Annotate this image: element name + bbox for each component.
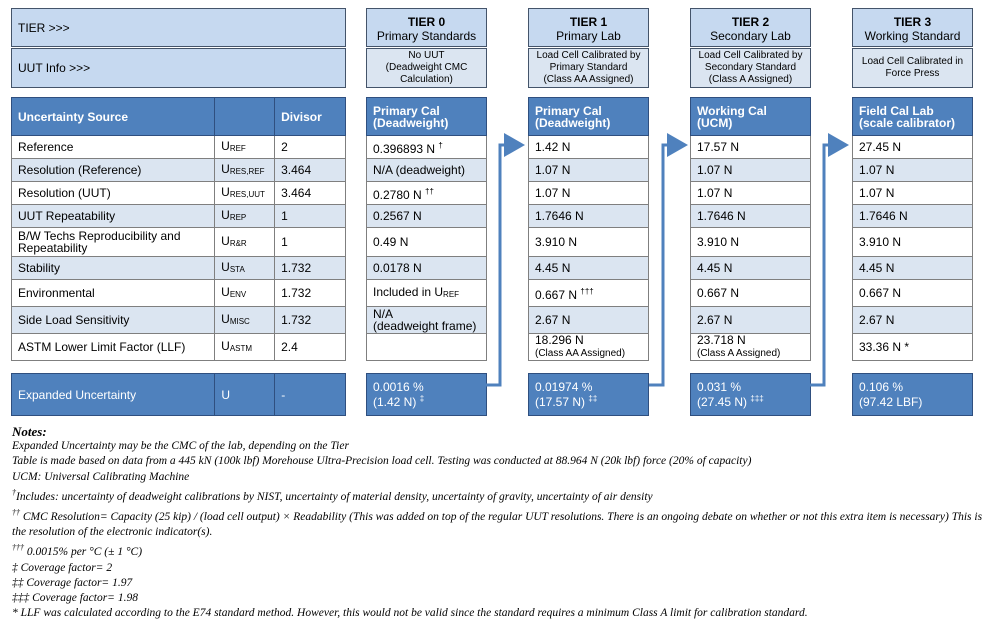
- symbol-u: U: [221, 259, 230, 274]
- expanded-footnote: ‡‡‡: [750, 394, 764, 403]
- symbol-u: U: [221, 233, 230, 248]
- symbol-subscript: ENV: [229, 289, 247, 299]
- expanded-newton: (1.42 N): [373, 395, 417, 409]
- value-text: 0.2780 N: [373, 187, 422, 202]
- symbol-subscript: R&R: [229, 238, 247, 248]
- source-divisor: 3.464: [275, 182, 346, 205]
- note-text: * LLF was calculated according to the E74 standard method. However, this would not be valid since the standard requires a minimum Class A limit for calibration standard.: [12, 607, 808, 620]
- head-line: (Deadweight): [535, 115, 611, 130]
- note-text: Table is made based on data from a 445 kN (100k lbf) Morehouse Ultra-Precision load cell. Testing was conducted at 88.964 N (20k lbf) force (20% of capacity): [12, 455, 752, 468]
- note-line: [12, 591, 992, 606]
- value-text: 3.910 N: [535, 235, 578, 249]
- note-text: Includes: uncertainty of deadweight calibrations by NIST, uncertainty of material density, uncertainty of gravity, uncertainty of air density: [16, 490, 653, 503]
- source-name: Resolution (Reference): [12, 159, 215, 182]
- value-text-2: (Class A Assigned): [697, 348, 781, 359]
- source-divisor: 3.464: [275, 159, 346, 182]
- source-divisor: 1.732: [275, 280, 346, 307]
- expanded-newton: (27.45 N): [697, 395, 748, 409]
- value-text-2: (Class AA Assigned): [535, 348, 626, 359]
- value-footnote: ††: [425, 186, 434, 196]
- value-text: 3.910 N: [859, 235, 902, 249]
- tier-name: TIER 3: [893, 15, 932, 29]
- expanded-uncertainty-label: Expanded Uncertainty: [12, 374, 215, 416]
- uut-line: No UUT: [408, 50, 445, 61]
- symbol-subscript: MISC: [229, 316, 250, 326]
- note-line: [12, 439, 992, 454]
- value-footnote: †: [438, 140, 443, 150]
- source-name: Environmental: [12, 280, 215, 307]
- head-line: Primary Cal: [373, 103, 440, 118]
- value-text: 0.667 N: [535, 287, 578, 302]
- value-text: 1.7646 N: [859, 209, 908, 223]
- note-text: ‡‡ Coverage factor= 1.97: [12, 576, 133, 589]
- uut-line: Calculation): [400, 74, 453, 85]
- symbol-u: U: [221, 284, 230, 299]
- tier-desc: Primary Standards: [376, 29, 477, 43]
- head-line: Primary Cal: [535, 103, 602, 118]
- value-text: N/A: [373, 307, 394, 321]
- value-text: 1.07 N: [697, 163, 733, 177]
- value-text: 0.667 N: [697, 286, 740, 300]
- source-name: B/W Techs Reproducibility and Repeatability: [12, 228, 215, 257]
- value-text: 23.718 N: [697, 333, 746, 347]
- value-text: 18.296 N: [535, 333, 584, 347]
- tier-label: TIER >>>: [11, 8, 346, 47]
- symbol-subscript: REF: [229, 143, 246, 153]
- expanded-uncertainty-symbol: U: [215, 374, 275, 416]
- note-line: [12, 540, 992, 560]
- value-text: 1.07 N: [859, 186, 895, 200]
- header-uncertainty-source: Uncertainty Source: [12, 98, 215, 136]
- note-line: [12, 561, 992, 576]
- note-text: Expanded Uncertainty may be the CMC of the lab, depending on the Tier: [12, 440, 349, 453]
- note-text: ‡‡‡ Coverage factor= 1.98: [12, 592, 138, 605]
- value-text: 4.45 N: [859, 261, 895, 275]
- symbol-u: U: [221, 184, 230, 199]
- value-text: 4.45 N: [535, 261, 571, 275]
- symbol-u: U: [221, 161, 230, 176]
- value-text-2: (deadweight frame): [373, 319, 477, 333]
- expanded-uncertainty-divisor: -: [275, 374, 346, 416]
- note-line: [12, 505, 992, 540]
- uut-line: Secondary Standard: [704, 62, 797, 73]
- source-divisor: 2: [275, 136, 346, 159]
- symbol-subscript: RES,REF: [229, 166, 265, 176]
- value-text: 4.45 N: [697, 261, 733, 275]
- tier-name: TIER 1: [569, 15, 608, 29]
- source-name: Side Load Sensitivity: [12, 307, 215, 334]
- note-text: UCM: Universal Calibrating Machine: [12, 470, 190, 483]
- note-line: [12, 606, 992, 621]
- head-line: (UCM): [697, 115, 733, 130]
- symbol-u: U: [221, 311, 230, 326]
- expanded-footnote: ‡: [419, 394, 425, 403]
- note-line: [12, 454, 992, 469]
- value-text: 1.42 N: [535, 140, 571, 154]
- notes: [12, 424, 992, 621]
- uut-info-label: UUT Info >>>: [11, 48, 346, 88]
- value-text: 3.910 N: [697, 235, 740, 249]
- value-text: 27.45 N: [859, 140, 902, 154]
- source-divisor: 1: [275, 205, 346, 228]
- source-name: Stability: [12, 257, 215, 280]
- head-line: (scale calibrator): [859, 115, 956, 130]
- tier-name: TIER 0: [407, 15, 446, 29]
- source-name: Reference: [12, 136, 215, 159]
- note-footnote-mark: ††: [12, 508, 20, 518]
- value-text: 2.67 N: [697, 313, 733, 327]
- note-line: [12, 485, 992, 505]
- uut-line: Primary Standard: [549, 62, 628, 73]
- value-text: 1.07 N: [535, 163, 571, 177]
- source-divisor: 1.732: [275, 257, 346, 280]
- note-text: ‡ Coverage factor= 2: [12, 561, 113, 574]
- value-text: 0.0178 N: [373, 261, 422, 275]
- notes-title: Notes:: [12, 424, 47, 439]
- tier-name: TIER 2: [731, 15, 770, 29]
- uut-line: Force Press: [885, 68, 940, 79]
- header-divisor: Divisor: [275, 98, 346, 136]
- value-text: 0.667 N: [859, 286, 902, 300]
- symbol-subscript: STA: [229, 264, 245, 274]
- source-divisor: 2.4: [275, 334, 346, 361]
- expanded-percent: 0.031 %: [697, 380, 742, 394]
- expanded-percent: 0.0016 %: [373, 380, 424, 394]
- note-text: 0.0015% per °C (± 1 °C): [24, 546, 143, 559]
- value-text: 17.57 N: [697, 140, 740, 154]
- uut-line: Load Cell Calibrated by: [698, 50, 803, 61]
- expanded-newton: (17.57 N): [535, 395, 586, 409]
- arrow-tier0-to-tier1: [486, 145, 522, 385]
- source-divisor: 1.732: [275, 307, 346, 334]
- value-text: 2.67 N: [535, 313, 571, 327]
- tier-desc: Working Standard: [864, 29, 961, 43]
- source-name: Resolution (UUT): [12, 182, 215, 205]
- symbol-subscript: RES,UUT: [229, 189, 265, 199]
- value-text: N/A (deadweight): [373, 163, 466, 177]
- source-divisor: 1: [275, 228, 346, 257]
- expanded-footnote: ‡‡: [588, 394, 598, 403]
- value-text: 2.67 N: [859, 313, 895, 327]
- note-line: [12, 470, 992, 485]
- value-text: 33.36 N *: [859, 340, 910, 354]
- head-line: (Deadweight): [373, 115, 449, 130]
- symbol-subscript: ASTM: [229, 343, 253, 353]
- symbol-subscript: REP: [229, 212, 247, 222]
- value-footnote: †††: [580, 286, 594, 296]
- value-text: 1.07 N: [697, 186, 733, 200]
- value-text: 0.49 N: [373, 235, 409, 249]
- value-text: 1.07 N: [535, 186, 571, 200]
- note-footnote-mark: †††: [12, 543, 24, 553]
- arrow-tier2-to-tier3: [810, 145, 846, 385]
- value-text: 1.7646 N: [697, 209, 746, 223]
- arrow-tier1-to-tier2: [649, 145, 685, 385]
- value-text: 0.396893 N: [373, 141, 436, 156]
- note-footnote-mark: †: [12, 487, 16, 497]
- uut-line: (Class AA Assigned): [543, 74, 634, 85]
- note-line: [12, 576, 992, 591]
- uut-line: Load Cell Calibrated by: [536, 50, 641, 61]
- uut-line: (Deadweight CMC: [385, 62, 468, 73]
- note-text: CMC Resolution= Capacity (25 kip) / (load cell output) × Readability (This was added on top of the regular UUT resolutions. There is an ongoing debate on whether or not this extra item is necessary) This is the resolution of the electronic indicator(s).: [12, 511, 983, 539]
- value-text: 0.2567 N: [373, 209, 422, 223]
- head-line: Working Cal: [697, 103, 767, 118]
- symbol-u: U: [221, 138, 230, 153]
- tier-desc: Primary Lab: [556, 29, 621, 43]
- head-line: Field Cal Lab: [859, 103, 934, 118]
- value-subscript: REF: [443, 289, 460, 299]
- symbol-u: U: [221, 207, 230, 222]
- source-name: UUT Repeatability: [12, 205, 215, 228]
- expanded-percent: 0.106 %: [859, 380, 904, 394]
- source-name: ASTM Lower Limit Factor (LLF): [12, 334, 215, 361]
- value-text: 1.7646 N: [535, 209, 584, 223]
- symbol-u: U: [221, 338, 230, 353]
- value-text: Included in U: [373, 284, 444, 299]
- expanded-newton: (97.42 LBF): [859, 395, 923, 409]
- tier-desc: Secondary Lab: [710, 29, 791, 43]
- uut-line: (Class A Assigned): [708, 74, 793, 85]
- value-text: 1.07 N: [859, 163, 895, 177]
- uut-line: Load Cell Calibrated in: [861, 56, 964, 67]
- expanded-percent: 0.01974 %: [535, 380, 593, 394]
